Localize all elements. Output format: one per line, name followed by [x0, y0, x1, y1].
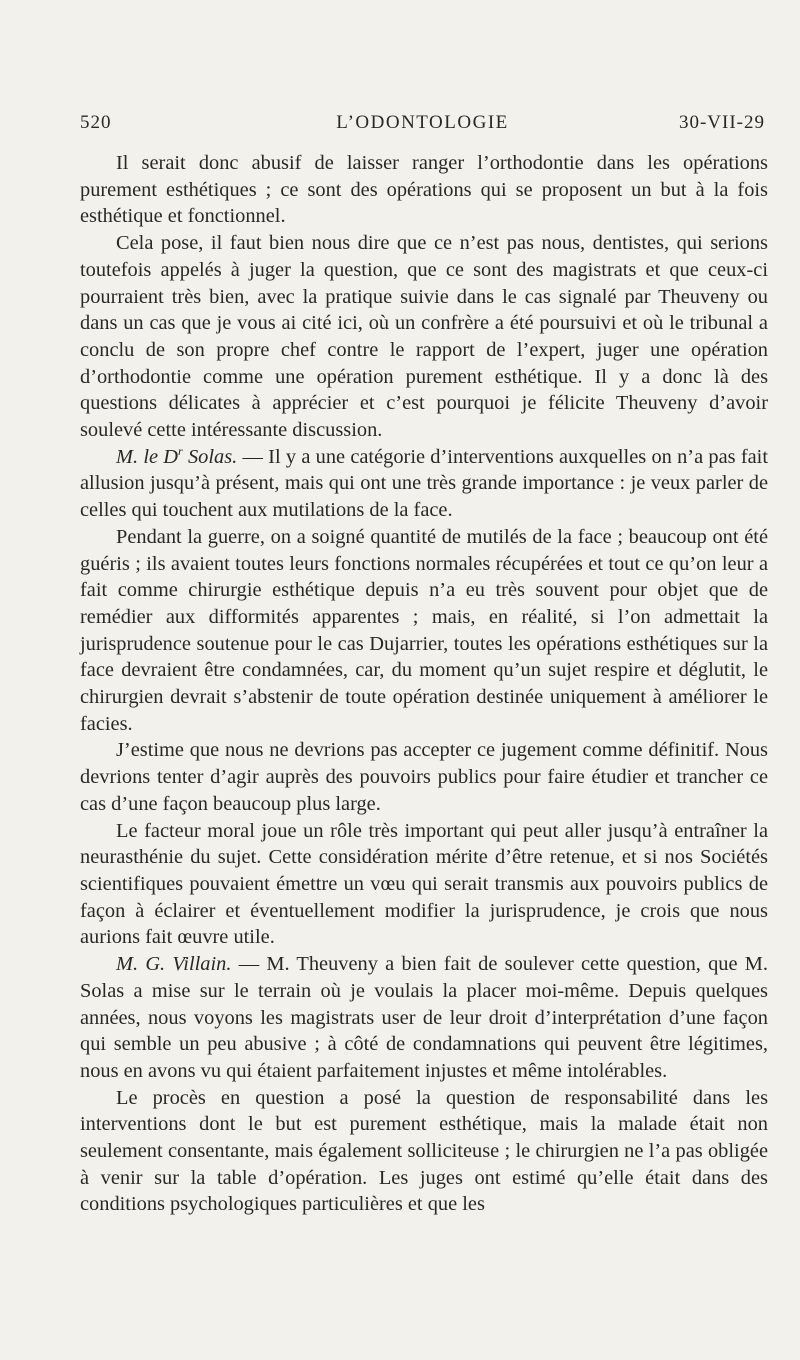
paragraph-4: Pendant la guerre, on a soigné quantité de mutilés de la face ; beaucoup ont été guéris ; ils avaient toutes leurs fonctions normales récupérées et tout ce qu’on leur a fait comme chirurgie esthétique depuis n’a eu très souvent pour objet que de remédier aux difformités apparentes ; mais, en réalité, si l’on admettait la jurisprudence soutenue pour le cas Dujarrier, toutes les opérations esthétiques sur la face devraient être condamnées, car, du moment qu’un sujet respire et déglutit, le chirurgien devrait s’abstenir de toute opération destinée uniquement à améliorer le facies. — [80, 525, 768, 735]
issue-date: 30-VII-29 — [678, 112, 765, 133]
speaker-solas: M. le $D^r$ Solas. — [116, 443, 238, 468]
running-header — [80, 112, 765, 138]
paragraph-3: M. le $D^r$ Solas. — Il y a une catégorie d’interventions auxquelles on n’a pas fait allusion jusqu’à présent, mais qui ont une très grande importance : je veux parler de celles qui touchent aux mutilations de la face. — [80, 443, 768, 522]
paragraph-6: Le facteur moral joue un rôle très important qui peut aller jusqu’à entraîner la neurasthénie du sujet. Cette considération mérite d’être retenue, et si nos Sociétés scientifiques pouvaient émettre un vœu qui serait transmis aux pouvoirs publics de façon à éclairer et éventuellement modifier la jurisprudence, je crois que nous aurions fait œuvre utile. — [80, 819, 768, 949]
page-number: 520 — [80, 112, 112, 133]
journal-title: L’ODONTOLOGIE — [336, 112, 509, 133]
paragraph-2: Cela pose, il faut bien nous dire que ce n’est pas nous, dentistes, qui serions toutefois appelés à juger la question, que ce sont des magistrats et que ceux-ci pourraient très bien, avec la pratique suivie dans le cas signalé par Theuveny ou dans un cas que je vous ai cité ici, où un confrère a été poursuivi et où le tribunal a conclu de son propre chef contre le rapport de l’expert, juger une opération d’orthodontie comme une opération purement esthétique. Il y a donc là des questions délicates à apprécier et c’est pourquoi je félicite Theuveny d’avoir soulevé cette intéressante discussion. — [80, 232, 768, 442]
paragraph-8: Le procès en question a posé la question de responsabilité dans les interventions dont le but est purement esthétique, mais la malade était non seulement consentante, mais également solliciteuse ; le chirurgien ne l’a pas obligée à venir sur la table d’opération. Les juges ont estimé qu’elle était dans des conditions psychologiques particulières et que les — [80, 1086, 768, 1216]
speaker-villain: M. G. Villain. — [116, 953, 232, 976]
paragraph-5: J’estime que nous ne devrions pas accepter ce jugement comme définitif. Nous devrions tenter d’agir auprès des pouvoirs publics pour faire étudier et trancher ce cas d’une façon beaucoup plus large. — [80, 739, 768, 815]
paragraph-1: Il serait donc abusif de laisser ranger l’orthodontie dans les opérations purement esthétiques ; ce sont des opérations qui se proposent un but à la fois esthétique et fonctionnel. — [80, 152, 768, 228]
paragraph-7: M. G. Villain. — M. Theuveny a bien fait de soulever cette question, que M. Solas a mise sur le terrain où je voulais la placer moi-même. Depuis quelques années, nous voyons les magistrats user de leur droit d’interprétation d’une façon qui semble un peu abusive ; à côté de condamnations qui peuvent être légitimes, nous en avons vu qui étaient parfaitement injustes et même intolérables. — [80, 953, 768, 1082]
body-text — [80, 150, 768, 1218]
